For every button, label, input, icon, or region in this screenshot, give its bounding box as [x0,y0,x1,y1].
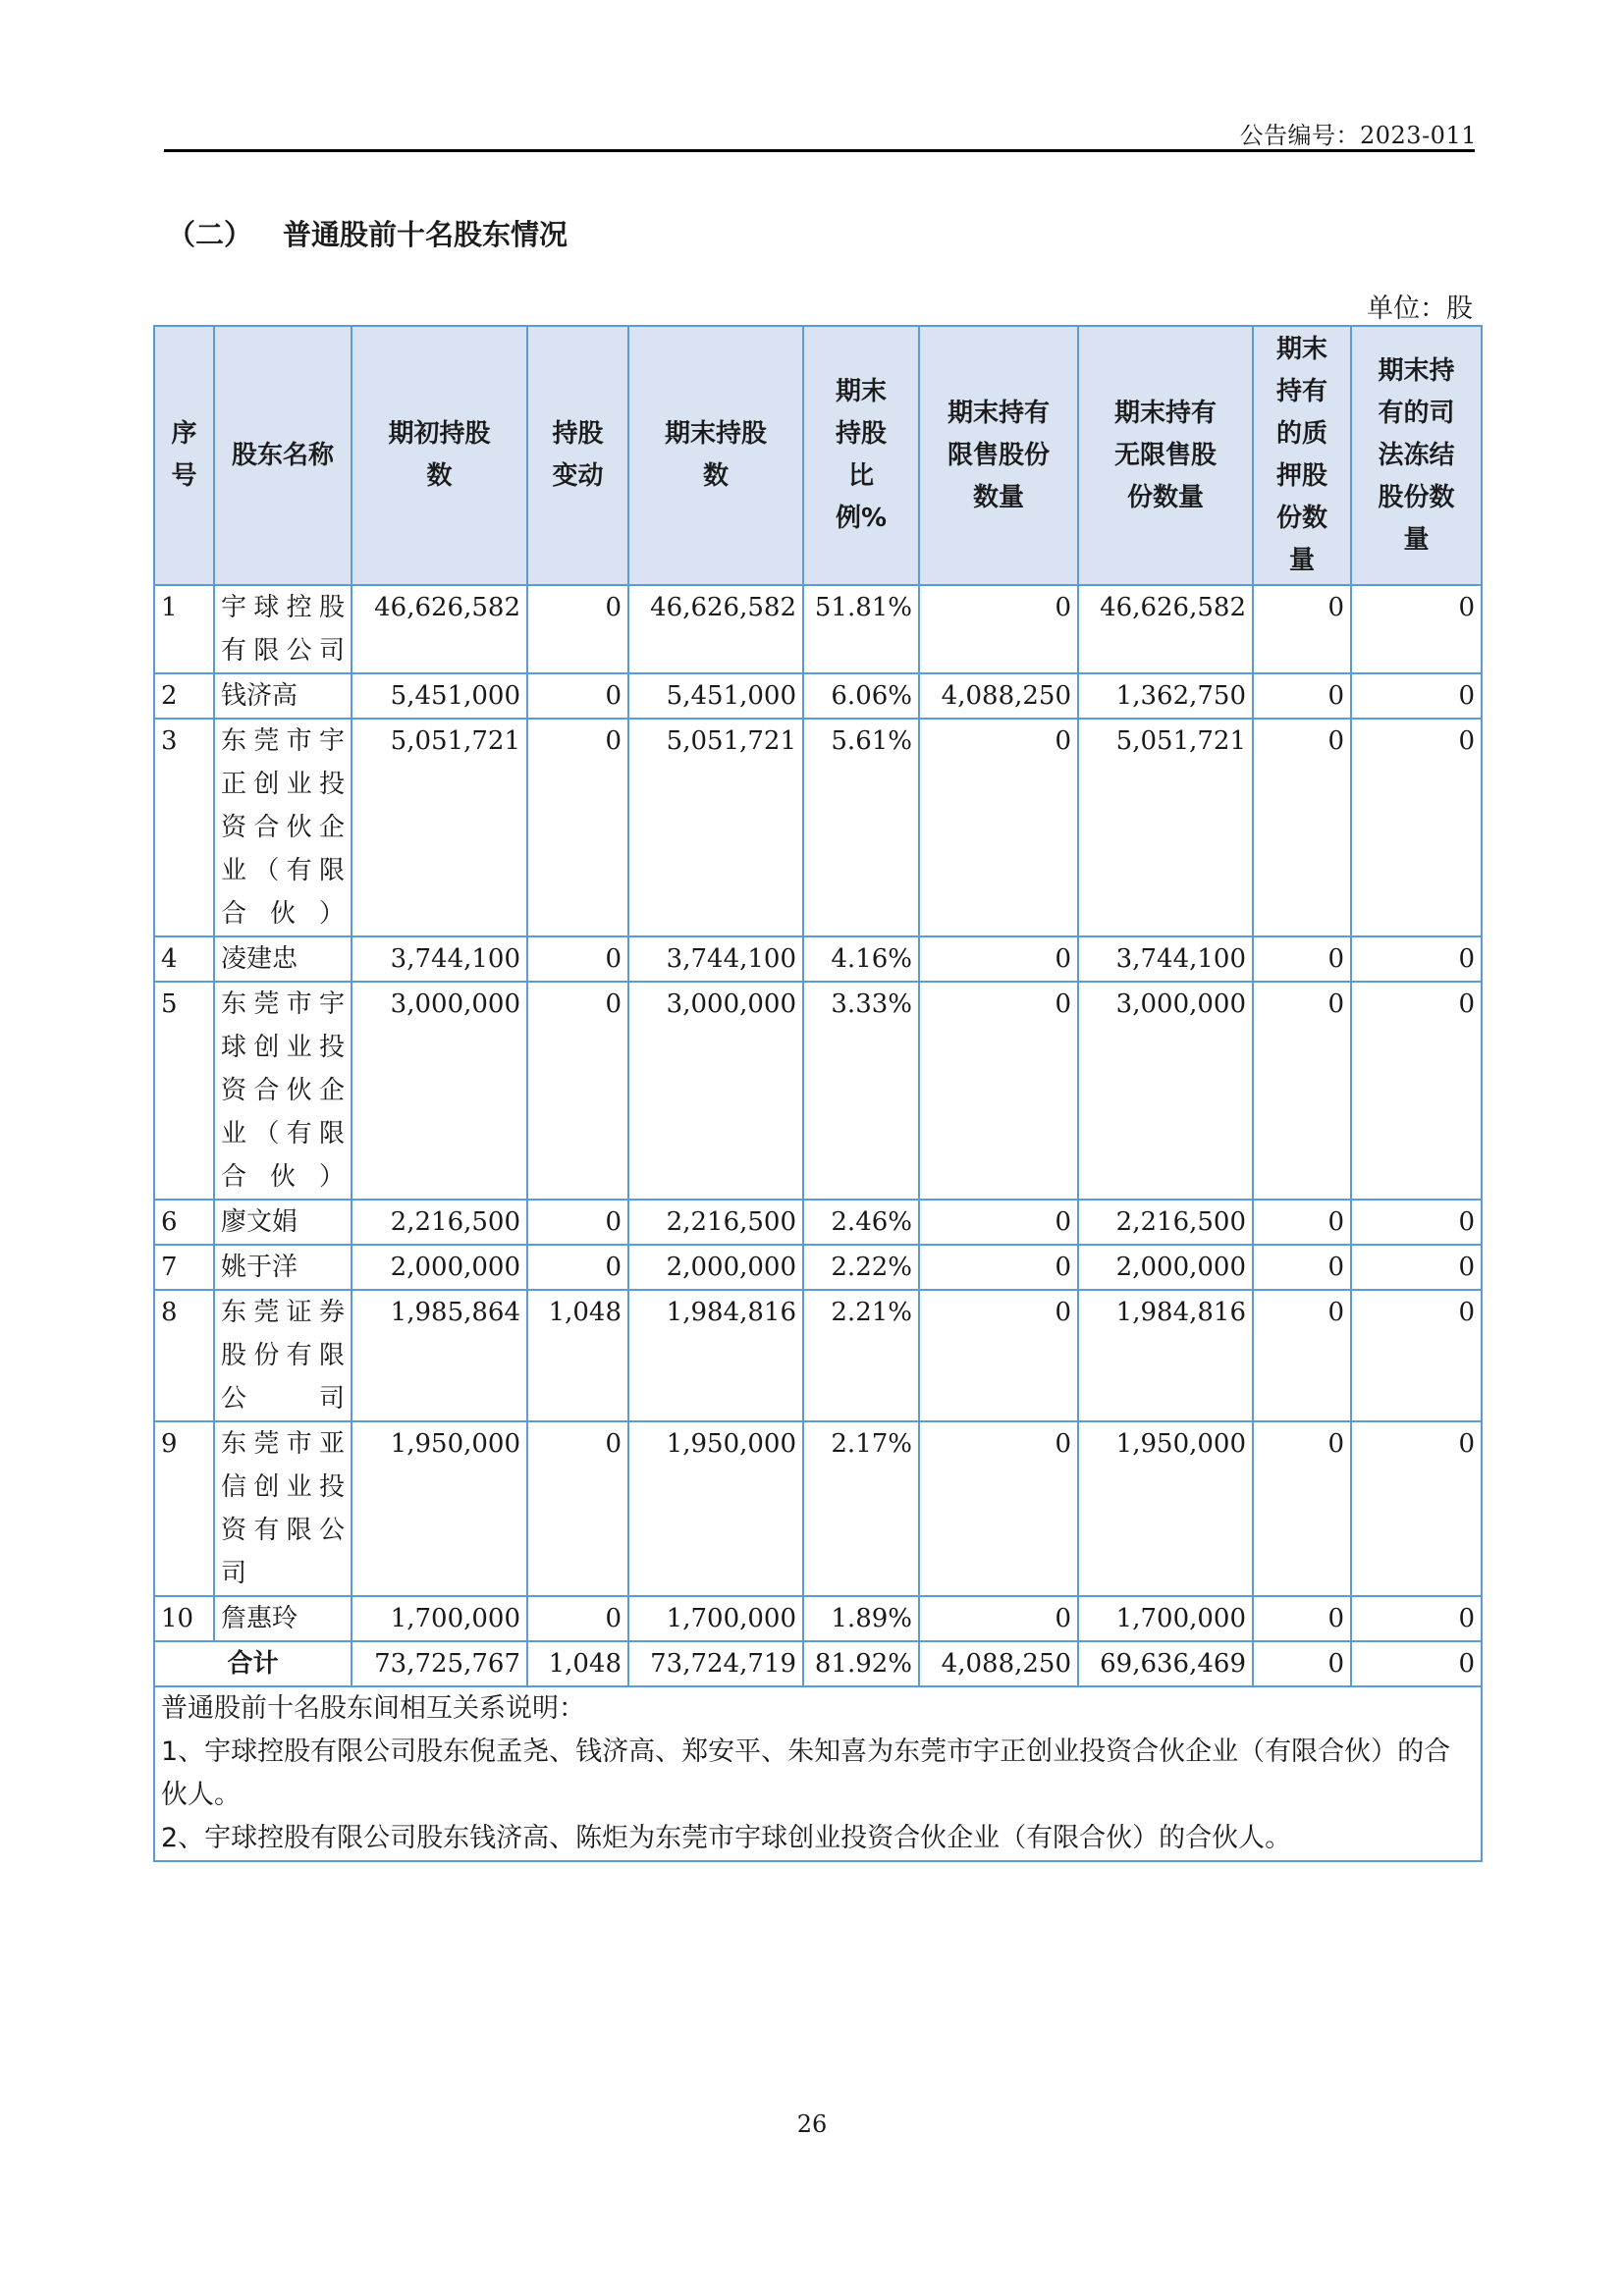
cell-end: 46,626,582 [628,585,803,673]
cell-frozen: 0 [1351,1200,1482,1245]
cell-name: 廖文娟 [214,1200,352,1245]
cell-change: 0 [527,719,628,936]
cell-pledged: 0 [1253,585,1351,673]
col-header-begin: 期初持股数 [352,326,527,585]
cell-change: 0 [527,1421,628,1596]
cell-change: 0 [527,1596,628,1641]
section-title [167,213,568,253]
cell-pct: 4.16% [803,936,919,982]
cell-index: 2 [154,673,214,719]
cell-name: 东莞市亚信创业投资有限公司 [214,1421,352,1596]
cell-index: 4 [154,936,214,982]
cell-end: 1,984,816 [628,1290,803,1421]
cell-name: 东莞市宇球创业投资合伙企业（有限合伙） [214,982,352,1200]
col-header-name: 股东名称 [214,326,352,585]
cell-frozen: 0 [1351,982,1482,1200]
cell-end: 1,700,000 [628,1596,803,1641]
cell-restricted: 0 [919,1421,1078,1596]
cell-restricted: 0 [919,936,1078,982]
table-row [154,1421,1482,1596]
table-notes-row [154,1686,1482,1861]
announcement-code: 公告编号：2023-011 [1239,122,1477,149]
cell-unrestricted: 3,000,000 [1078,982,1253,1200]
col-header-restricted: 期末持有限售股份数量 [919,326,1078,585]
cell-begin: 1,950,000 [352,1421,527,1596]
cell-end: 3,744,100 [628,936,803,982]
cell-frozen: 0 [1351,673,1482,719]
cell-pledged: 0 [1253,719,1351,936]
section-number: （二） [167,218,253,251]
relationship-notes [154,1686,1482,1861]
cell-pledged: 0 [1253,1245,1351,1290]
table-row [154,719,1482,936]
cell-end: 5,451,000 [628,673,803,719]
col-header-change: 持股变动 [527,326,628,585]
cell-index: 5 [154,982,214,1200]
table-row [154,585,1482,673]
cell-index: 7 [154,1245,214,1290]
cell-unrestricted: 5,051,721 [1078,719,1253,936]
cell-pledged: 0 [1253,1200,1351,1245]
cell-begin: 2,000,000 [352,1245,527,1290]
cell-unrestricted: 1,700,000 [1078,1596,1253,1641]
cell-frozen: 0 [1351,1421,1482,1596]
col-header-frozen: 期末持有的司法冻结股份数量 [1351,326,1482,585]
cell-frozen: 0 [1351,1596,1482,1641]
cell-pct: 1.89% [803,1596,919,1641]
cell-pct: 6.06% [803,673,919,719]
cell-index: 8 [154,1290,214,1421]
cell-restricted: 0 [919,719,1078,936]
cell-pledged: 0 [1253,673,1351,719]
total-restricted: 4,088,250 [919,1641,1078,1686]
cell-frozen: 0 [1351,936,1482,982]
cell-pct: 2.17% [803,1421,919,1596]
total-unrestricted: 69,636,469 [1078,1641,1253,1686]
cell-unrestricted: 1,950,000 [1078,1421,1253,1596]
cell-name: 东莞证券股份有限公司 [214,1290,352,1421]
cell-index: 6 [154,1200,214,1245]
cell-begin: 3,000,000 [352,982,527,1200]
total-end: 73,724,719 [628,1641,803,1686]
cell-index: 10 [154,1596,214,1641]
col-header-pct: 期末持股比例% [803,326,919,585]
table-row [154,1245,1482,1290]
cell-end: 2,000,000 [628,1245,803,1290]
cell-change: 0 [527,936,628,982]
cell-pct: 2.21% [803,1290,919,1421]
cell-pledged: 0 [1253,1421,1351,1596]
cell-restricted: 0 [919,585,1078,673]
cell-name: 姚于洋 [214,1245,352,1290]
cell-begin: 1,700,000 [352,1596,527,1641]
cell-pledged: 0 [1253,1596,1351,1641]
cell-change: 0 [527,1200,628,1245]
cell-restricted: 0 [919,982,1078,1200]
cell-frozen: 0 [1351,585,1482,673]
cell-pct: 5.61% [803,719,919,936]
cell-restricted: 0 [919,1290,1078,1421]
cell-unrestricted: 46,626,582 [1078,585,1253,673]
total-begin: 73,725,767 [352,1641,527,1686]
cell-frozen: 0 [1351,719,1482,936]
cell-pct: 2.46% [803,1200,919,1245]
cell-name: 宇球控股有限公司 [214,585,352,673]
cell-unrestricted: 2,216,500 [1078,1200,1253,1245]
cell-frozen: 0 [1351,1245,1482,1290]
total-pledged: 0 [1253,1641,1351,1686]
total-pct: 81.92% [803,1641,919,1686]
cell-pledged: 0 [1253,936,1351,982]
cell-begin: 5,051,721 [352,719,527,936]
cell-begin: 46,626,582 [352,585,527,673]
cell-begin: 1,985,864 [352,1290,527,1421]
cell-unrestricted: 2,000,000 [1078,1245,1253,1290]
col-header-end: 期末持股数 [628,326,803,585]
cell-pct: 3.33% [803,982,919,1200]
header-rule [164,149,1475,152]
table-total-row [154,1641,1482,1686]
cell-name: 钱济高 [214,673,352,719]
total-label: 合计 [154,1641,352,1686]
cell-restricted: 0 [919,1200,1078,1245]
cell-restricted: 0 [919,1245,1078,1290]
cell-index: 3 [154,719,214,936]
cell-pct: 51.81% [803,585,919,673]
unit-label: 单位：股 [1367,294,1473,324]
cell-begin: 5,451,000 [352,673,527,719]
cell-begin: 2,216,500 [352,1200,527,1245]
total-change: 1,048 [527,1641,628,1686]
cell-frozen: 0 [1351,1290,1482,1421]
col-header-unrestricted: 期末持有无限售股份数量 [1078,326,1253,585]
notes-heading: 普通股前十名股东间相互关系说明： [161,1693,585,1724]
cell-end: 5,051,721 [628,719,803,936]
cell-restricted: 4,088,250 [919,673,1078,719]
cell-index: 9 [154,1421,214,1596]
table-row [154,1290,1482,1421]
cell-begin: 3,744,100 [352,936,527,982]
cell-end: 1,950,000 [628,1421,803,1596]
cell-unrestricted: 1,362,750 [1078,673,1253,719]
cell-end: 3,000,000 [628,982,803,1200]
cell-change: 1,048 [527,1290,628,1421]
cell-name: 凌建忠 [214,936,352,982]
cell-change: 0 [527,982,628,1200]
cell-index: 1 [154,585,214,673]
cell-name: 东莞市宇正创业投资合伙企业（有限合伙） [214,719,352,936]
cell-change: 0 [527,673,628,719]
cell-pct: 2.22% [803,1245,919,1290]
page-number: 26 [796,2110,828,2138]
cell-end: 2,216,500 [628,1200,803,1245]
section-title-text: 普通股前十名股东情况 [283,218,568,251]
table-row [154,1596,1482,1641]
note-item: 1、宇球控股有限公司股东倪孟尧、钱济高、郑安平、朱知喜为东莞市宇正创业投资合伙企业（有限合伙）的合伙人。 [161,1736,1451,1810]
cell-restricted: 0 [919,1596,1078,1641]
table-row [154,673,1482,719]
cell-pledged: 0 [1253,1290,1351,1421]
table-row [154,936,1482,982]
cell-pledged: 0 [1253,982,1351,1200]
cell-unrestricted: 1,984,816 [1078,1290,1253,1421]
cell-change: 0 [527,585,628,673]
shareholders-table [153,325,1483,1862]
note-item: 2、宇球控股有限公司股东钱济高、陈炬为东莞市宇球创业投资合伙企业（有限合伙）的合伙人。 [161,1823,1292,1853]
col-header-pledged: 期末持有的质押股份数量 [1253,326,1351,585]
table-header-row [154,326,1482,585]
table-row [154,1200,1482,1245]
col-header-index: 序号 [154,326,214,585]
cell-unrestricted: 3,744,100 [1078,936,1253,982]
table-row [154,982,1482,1200]
cell-change: 0 [527,1245,628,1290]
total-frozen: 0 [1351,1641,1482,1686]
cell-name: 詹惠玲 [214,1596,352,1641]
